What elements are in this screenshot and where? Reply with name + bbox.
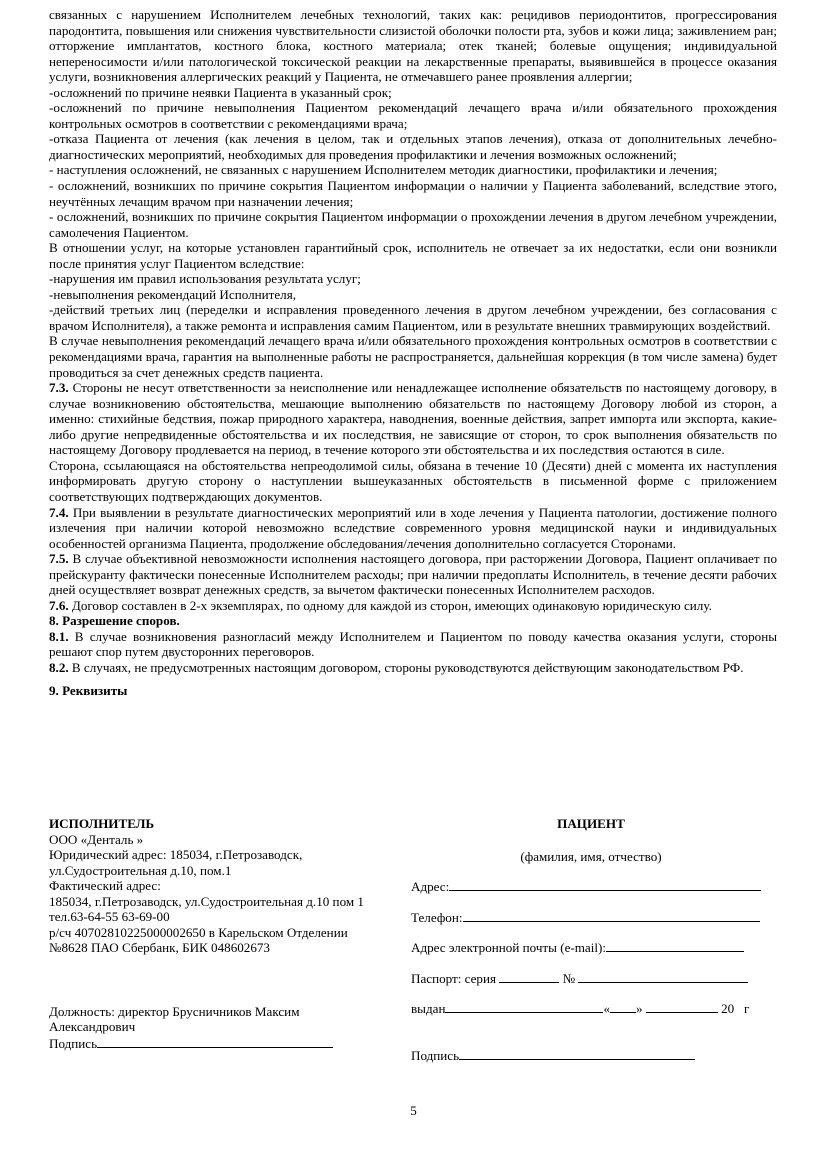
paragraph: В отношении услуг, на которые установлен гарантийный срок, исполнитель не отвечает за их недостатки, если они возникли после принятия услуг Пациентом вследствие:: [49, 240, 777, 271]
patient-details: [411, 816, 781, 1063]
clause-7-6: [49, 598, 777, 614]
page-number: 5: [410, 1103, 417, 1118]
patient-passport-row: [411, 970, 781, 987]
clause-number: 7.6.: [49, 597, 69, 613]
patient-email-field[interactable]: [606, 939, 744, 952]
clause-number: 7.3.: [49, 380, 69, 396]
paragraph: -осложнений по причине невыполнения Пациентом рекомендаций лечащего врача и/или обязательного прохождения контрольных осмотров в соответствии с рекомендациями врача;: [49, 100, 777, 131]
clause-number: 8.2.: [49, 659, 69, 675]
paragraph: -осложнений по причине неявки Пациента в указанный срок;: [49, 84, 392, 100]
clause-number: 8.1.: [49, 628, 69, 644]
issued-month-field[interactable]: [646, 1000, 718, 1013]
patient-phone-field[interactable]: [463, 909, 760, 922]
patient-address-field[interactable]: [449, 878, 761, 891]
clause-8-2: [49, 660, 777, 676]
patient-fio-hint: (фамилия, имя, отчество): [520, 848, 662, 864]
executor-title: ИСПОЛНИТЕЛЬ: [49, 816, 155, 831]
clause-text: В случае объективной невозможности исполнения настоящего договора, при расторжении Договора, Пациент оплачивает по прейскуранту фактически понесенные Исполнителем расходы; при наличии предоплаты Исполнитель, в течение десяти рабочих дней осуществляет возврат денежных средств, за вычетом фактически понесенных Исполнителем расходов.: [49, 551, 777, 598]
paragraph: -нарушения им правил использования результата услуг;: [49, 271, 361, 287]
patient-address-row: [411, 878, 781, 895]
email-label: Адрес электронной почты (e-mail):: [411, 940, 607, 955]
paragraph: - осложнений, возникших по причине сокрытия Пациентом информации о прохождении лечения в другом лечебном учреждении, самолечения Пациентом.: [49, 209, 777, 240]
clause-7-3: [49, 380, 777, 458]
issued-label: выдан: [411, 1001, 446, 1016]
executor-signature-field[interactable]: [97, 1035, 333, 1048]
signature-label: Подпись: [411, 1047, 460, 1063]
clause-7-5: [49, 551, 777, 598]
executor-actual-address-label: Фактический адрес:: [49, 878, 161, 893]
section-heading-9: 9. Реквизиты: [49, 682, 128, 698]
year-suffix: г: [744, 1001, 750, 1016]
executor-legal-address-cont: ул.Судостроительная д.10, пом.1: [49, 862, 232, 878]
issued-day-field[interactable]: [610, 1000, 636, 1013]
executor-org: ООО «Денталь »: [49, 831, 144, 847]
issued-by-field[interactable]: [445, 1000, 603, 1013]
passport-number-field[interactable]: [578, 970, 748, 983]
paragraph: -отказа Пациента от лечения (как лечения в целом, так и отдельных этапов лечения), отказа от дополнительных лечебно-диагностических мероприятий, необходимых для проведения профилактики и лечения возможных осложнений;: [49, 131, 777, 162]
quote-close: »: [636, 1001, 643, 1016]
executor-account: р/сч 40702810225000002650 в Карельском Отделении: [49, 924, 348, 940]
clause-number: 7.5.: [49, 551, 69, 567]
patient-email-row: [411, 939, 781, 956]
paragraph: связанных с нарушением Исполнителем лечебных технологий, таких как: рецидивов периодонтитов, прогрессирования пародонтита, повышения или снижения чувствительности слизистой оболочки полости рта, зубов и кожи лица; заживлением ран; отторжение имплантатов, костного блока, костного материала; отек тканей; болевые ощущения; индивидуальной непереносимости и/или патологической токсической реакции на лекарственные препараты, выявившейся в процессе оказания услуги, возникновения аллергических реакций у Пациента, не отмечавшего ранее проявления аллергии;: [49, 7, 777, 85]
clause-number: 7.4.: [49, 504, 69, 520]
patient-issued-row: [411, 1000, 781, 1017]
clause-text: При выявлении в результате диагностических мероприятий или в ходе лечения у Пациента патологии, достижение полного излечения при наличии которой невозможно вследствие современного уровня медицинской науки и индивидуальных особенностей организма Пациента, продолжение обследования/лечения дополнительно согласуется Сторонами.: [49, 504, 777, 551]
executor-actual-address: 185034, г.Петрозаводск, ул.Судостроительная д.10 пом 1: [49, 893, 364, 909]
clause-8-1: [49, 629, 777, 660]
patient-signature-field[interactable]: [459, 1047, 695, 1060]
passport-label: Паспорт: серия: [411, 970, 497, 986]
paragraph: -невыполнения рекомендаций Исполнителя,: [49, 286, 296, 302]
year-prefix: 20: [721, 1001, 735, 1016]
quote-open: «: [603, 1001, 611, 1016]
number-sign: №: [562, 970, 576, 986]
section-heading-8: 8. Разрешение споров.: [49, 613, 180, 629]
paragraph: - осложнений, возникших по причине сокрытия Пациентом информации о наличии у Пациента заболеваний, вследствие этого, неучтённых лечащим врачом при назначении лечения;: [49, 178, 777, 209]
paragraph: -действий третьих лиц (переделки и исправления проведенного лечения в другом лечебном учреждении, без согласования с врачом Исполнителя), а также ремонта и исправления самим Пациентом, или в результате внешних травмирующих воздействий.: [49, 302, 777, 333]
phone-label: Телефон:: [411, 909, 463, 925]
passport-series-field[interactable]: [499, 970, 559, 983]
clause-text: Договор составлен в 2-х экземплярах, по одному для каждой из сторон, имеющих одинаковую юридическую силу.: [68, 597, 712, 613]
contract-body: [49, 7, 777, 698]
clause-text: В случае возникновения разногласий между Исполнителем и Пациентом по поводу качества оказания услуги, стороны решают спор путем двусторонних переговоров.: [49, 628, 777, 660]
clause-text: Стороны не несут ответственности за неисполнение или ненадлежащее исполнение обязательств по настоящему договору, в случае возникновению обстоятельства, мешающие выполнению обязательств по настоящему Договору любой из сторон, а именно: стихийные бедствия, пожар природного характера, наводнения, военные действия, запрет импорта или экспорта, какие-либо другие непредвиденные обстоятельства и их последствия, не зависящие от сторон, то срок выполнения обязательств по настоящему Договору продлевается на период, в течение которого эти обстоятельства и их последствия остаются в силе.: [49, 380, 777, 458]
clause-7-4: [49, 505, 777, 552]
executor-position: Должность: директор Брусничников Максим: [49, 1003, 300, 1019]
paragraph: В случае невыполнения рекомендаций лечащего врача и/или обязательного прохождения контрольных осмотров в соответствии с рекомендациями врача, гарантия на выполненные работы не распространяется, дальнейшая коррекция (в том числе замена) будет проводиться за счет денежных средств пациента.: [49, 333, 777, 380]
executor-phone: тел.63-64-55 63-69-00: [49, 909, 170, 924]
executor-name-cont: Александрович: [49, 1019, 136, 1034]
executor-details: [49, 816, 389, 1051]
executor-signature-row: [49, 1035, 389, 1052]
patient-signature-row: [411, 1047, 781, 1064]
address-label: Адрес:: [411, 879, 450, 894]
patient-phone-row: [411, 909, 781, 926]
executor-bank: №8628 ПАО Сбербанк, БИК 048602673: [49, 940, 270, 955]
patient-title: ПАЦИЕНТ: [557, 816, 625, 831]
paragraph: Сторона, ссылающаяся на обстоятельства непреодолимой силы, обязана в течение 10 (Десяти) дней с момента их наступления информировать другую сторону о наступлении вышеуказанных обстоятельств в письменной форме с приложением соответствующих подтверждающих документов.: [49, 457, 777, 504]
signature-label: Подпись: [49, 1035, 98, 1051]
executor-legal-address: Юридический адрес: 185034, г.Петрозаводск,: [49, 847, 303, 862]
paragraph: - наступления осложнений, не связанных с нарушением Исполнителем методик диагностики, профилактики и лечения;: [49, 162, 718, 178]
clause-text: В случаях, не предусмотренных настоящим договором, стороны руководствуются действующим законодательством РФ.: [68, 659, 744, 675]
